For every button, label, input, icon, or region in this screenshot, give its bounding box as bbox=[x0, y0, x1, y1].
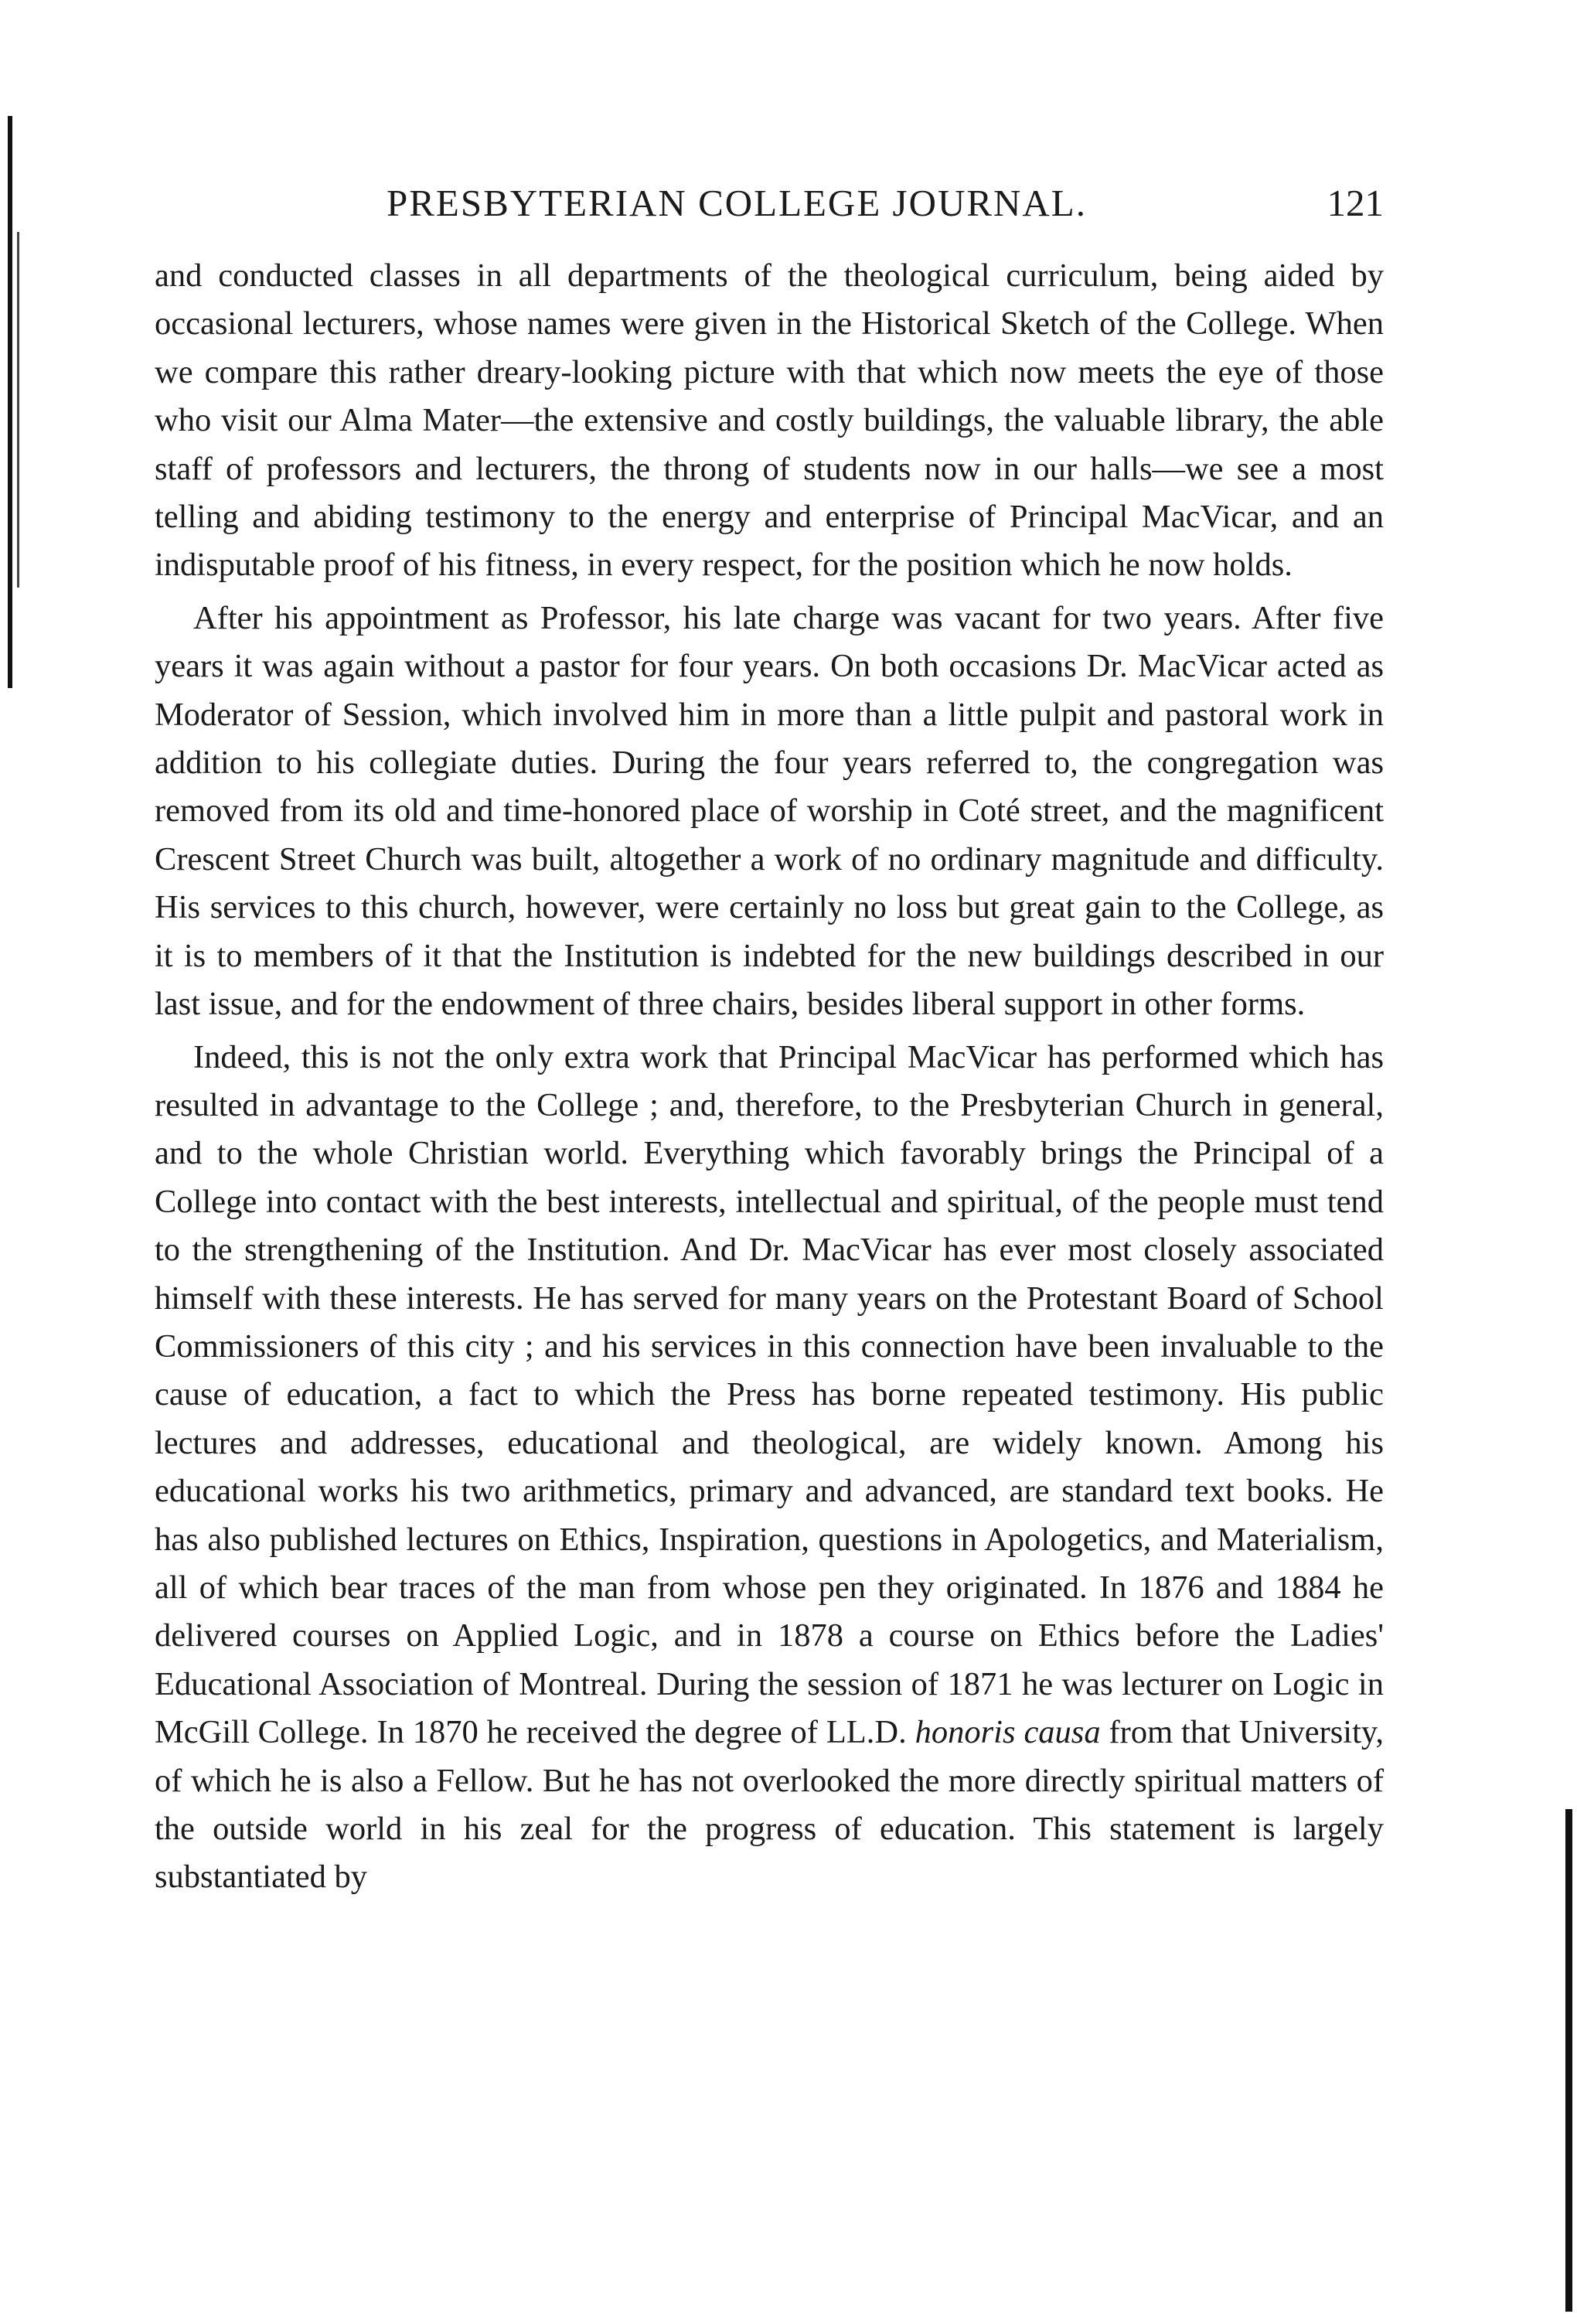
paragraph-3-text-start: Indeed, this is not the only extra work that Principal MacVicar has performed which has resulted in advantage to the College ; and, therefore, to the Presbyterian Church in general, and to the whole Christian world. Everything which favorably brings the Principal of a College into contact with the best interests, intellectual and spiritual, of the people must tend to the strengthening of the Institution. And Dr. MacVicar has ever most closely associated himself with these interests. He has served for many years on the Protestant Board of School Commissioners of this city ; and his services in this connection have been invaluable to the cause of education, a fact to which the Press has borne repeated testimony. His public lectures and addresses, educational and theological, are widely known. Among his educational works his two arithmetics, primary and advanced, are standard text books. He has also published lectures on Ethics, Inspiration, questions in Apologetics, and Materialism, all of which bear traces of the man from whose pen they originated. In 1876 and 1884 he delivered courses on Applied Logic, and in 1878 a course on Ethics before the Ladies' Educational Association of Montreal. During the session of 1871 he was lecturer on Logic in McGill College. In 1870 he received the degree of LL.D. bbox=[155, 1038, 1384, 1751]
page-body bbox=[155, 252, 1384, 1902]
running-title: PRESBYTERIAN COLLEGE JOURNAL. bbox=[387, 182, 1087, 224]
paragraph-3 bbox=[155, 1034, 1384, 1902]
scan-edge-left-shadow bbox=[17, 232, 19, 588]
scan-edge-left bbox=[8, 116, 12, 688]
italic-phrase: honoris causa bbox=[915, 1714, 1101, 1751]
page-header bbox=[387, 181, 1384, 235]
paragraph-3-text-end: from that University, of which he is also a Fellow. But he has not overlooked the more directly spiritual matters of the outside world in his zeal for the progress of education. This statement is largely substantiated by bbox=[155, 1714, 1384, 1896]
page-number: 121 bbox=[1327, 182, 1384, 224]
paragraph-2: After his appointment as Professor, his late charge was vacant for two years. After five years it was again without a pastor for four years. On both occasions Dr. MacVicar acted as Moderator of Session, which involved him in more than a little pulpit and pastoral work in addition to his collegiate duties. During the four years referred to, the congregation was removed from its old and time-honored place of worship in Coté street, and the magnificent Crescent Street Church was built, altogether a work of no ordinary magnitude and difficulty. His services to this church, however, were certainly no loss but great gain to the College, as it is to members of it that the Institution is indebted for the new buildings described in our last issue, and for the endowment of three chairs, besides liberal support in other forms. bbox=[155, 599, 1384, 1023]
scan-edge-right bbox=[1565, 1809, 1572, 2312]
paragraph-1: and conducted classes in all departments of the theological curriculum, being aided by occasional lecturers, whose names were given in the Historical Sketch of the College. When we compare this rather dreary-looking picture with that which now meets the eye of those who visit our Alma Mater—the extensive and costly buildings, the valuable library, the able staff of professors and lecturers, the throng of students now in our halls—we see a most telling and abiding testimony to the energy and enterprise of Principal MacVicar, and an indisputable proof of his fitness, in every respect, for the position which he now holds. bbox=[155, 257, 1384, 584]
